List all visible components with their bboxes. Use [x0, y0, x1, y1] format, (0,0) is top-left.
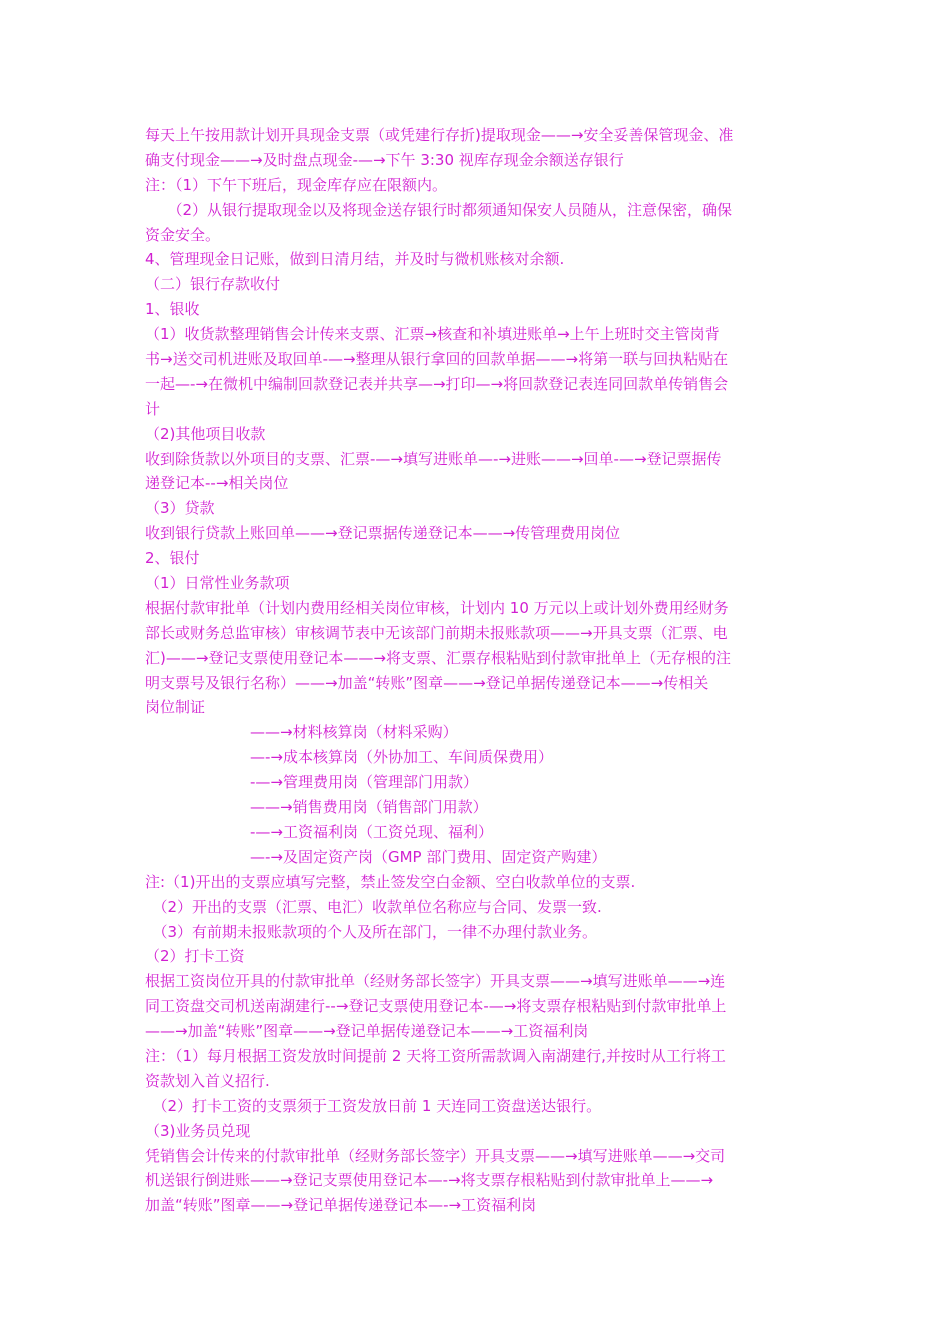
text-line: 明支票号及银行名称）——→加盖“转账”图章——→登记单据传递登记本——→传相关	[145, 673, 709, 692]
text-line: ——→材料核算岗（材料采购）	[145, 723, 458, 742]
text-line: （3）有前期未报账款项的个人及所在部门，一律不办理付款业务。	[145, 922, 598, 941]
text-line: 4、管理现金日记账，做到日清月结，并及时与微机账核对余额.	[145, 250, 565, 269]
text-line: （2）打卡工资的支票须于工资发放日前 1 天连同工资盘送达银行。	[145, 1096, 602, 1115]
text-line: 注：（1）每月根据工资发放时间提前 2 天将工资所需款调入南湖建行,并按时从工行将工	[145, 1046, 726, 1065]
text-line: 注：（1）下午下班后，现金库存应在限额内。	[145, 175, 448, 194]
text-line: 收到银行贷款上账回单——→登记票据传递登记本——→传管理费用岗位	[145, 524, 621, 543]
text-line: 机送银行倒进账——→登记支票使用登记本—-→将支票存根粘贴到付款审批单上——→	[145, 1171, 714, 1190]
text-line: （1）日常性业务款项	[145, 574, 290, 593]
text-line: 注:（1)开出的支票应填写完整，禁止签发空白金额、空白收款单位的支票.	[145, 872, 636, 891]
text-line: 部长或财务总监审核）审核调节表中无该部门前期未报账款项——→开具支票（汇票、电	[145, 623, 728, 642]
text-line: 计	[145, 399, 161, 418]
text-line: 每天上午按用款计划开具现金支票（或凭建行存折)提取现金——→安全妥善保管现金、准	[145, 126, 734, 144]
document-page	[145, 123, 810, 1218]
text-line: 加盖“转账”图章——→登记单据传递登记本—-→工资福利岗	[145, 1196, 537, 1215]
text-line: （2)其他项目收款	[145, 424, 266, 443]
text-line: （2）从银行提取现金以及将现金送存银行时都须通知保安人员随从，注意保密，确保	[145, 200, 733, 219]
text-line: 资金安全。	[145, 225, 221, 244]
text-line: 岗位制证	[145, 698, 206, 717]
text-line: 同工资盘交司机送南湖建行--→登记支票使用登记本-—→将支票存根粘贴到付款审批单上	[145, 997, 727, 1016]
text-line: 书→送交司机进账及取回单-—→整理从银行拿回的回款单据——→将第一联与回执粘贴在	[145, 350, 729, 369]
text-line: —-→成本核算岗（外协加工、车间质保费用）	[145, 748, 553, 767]
text-line: —-→及固定资产岗（GMP 部门费用、固定资产购建）	[145, 847, 607, 866]
text-line: 收到除货款以外项目的支票、汇票-—→填写进账单—-→进账——→回单-—→登记票据传	[145, 449, 722, 468]
text-line: 根据工资岗位开具的付款审批单（经财务部长签字）开具支票——→填写进账单——→连	[145, 972, 726, 991]
text-line: （3）贷款	[145, 499, 215, 518]
text-line: 凭销售会计传来的付款审批单（经财务部长签字）开具支票——→填写进账单——→交司	[145, 1146, 726, 1165]
text-line: 确支付现金——→及时盘点现金-—→下午 3:30 视库存现金余额送存银行	[145, 150, 624, 169]
text-line: 一起—-→在微机中编制回款登记表并共享—→打印—→将回款登记表连同回款单传销售会	[145, 374, 729, 393]
text-line: -—→管理费用岗（管理部门用款）	[145, 773, 478, 792]
text-line: ——→加盖“转账”图章——→登记单据传递登记本——→工资福利岗	[145, 1022, 589, 1041]
text-line: ——→销售费用岗（销售部门用款）	[145, 798, 488, 817]
text-line: -—→工资福利岗（工资兑现、福利）	[145, 822, 493, 841]
text-line: （二）银行存款收付	[145, 275, 281, 294]
text-line: 汇)——→登记支票使用登记本——→将支票、汇票存根粘贴到付款审批单上（无存根的注	[145, 648, 731, 667]
text-line: 1、银收	[145, 300, 200, 319]
text-line: 递登记本--→相关岗位	[145, 474, 289, 493]
text-line: 资款划入首义招行.	[145, 1071, 270, 1090]
text-line: 根据付款审批单（计划内费用经相关岗位审核，计划内 10 万元以上或计划外费用经财务	[145, 598, 729, 617]
text-line: （2）开出的支票（汇票、电汇）收款单位名称应与合同、发票一致.	[145, 897, 602, 916]
text-line: 2、银付	[145, 549, 200, 568]
text-line: （3)业务员兑现	[145, 1121, 251, 1140]
text-line: （2）打卡工资	[145, 947, 245, 966]
text-line: （1）收货款整理销售会计传来支票、汇票→核查和补填进账单→上午上班时交主管岗背	[145, 325, 720, 344]
